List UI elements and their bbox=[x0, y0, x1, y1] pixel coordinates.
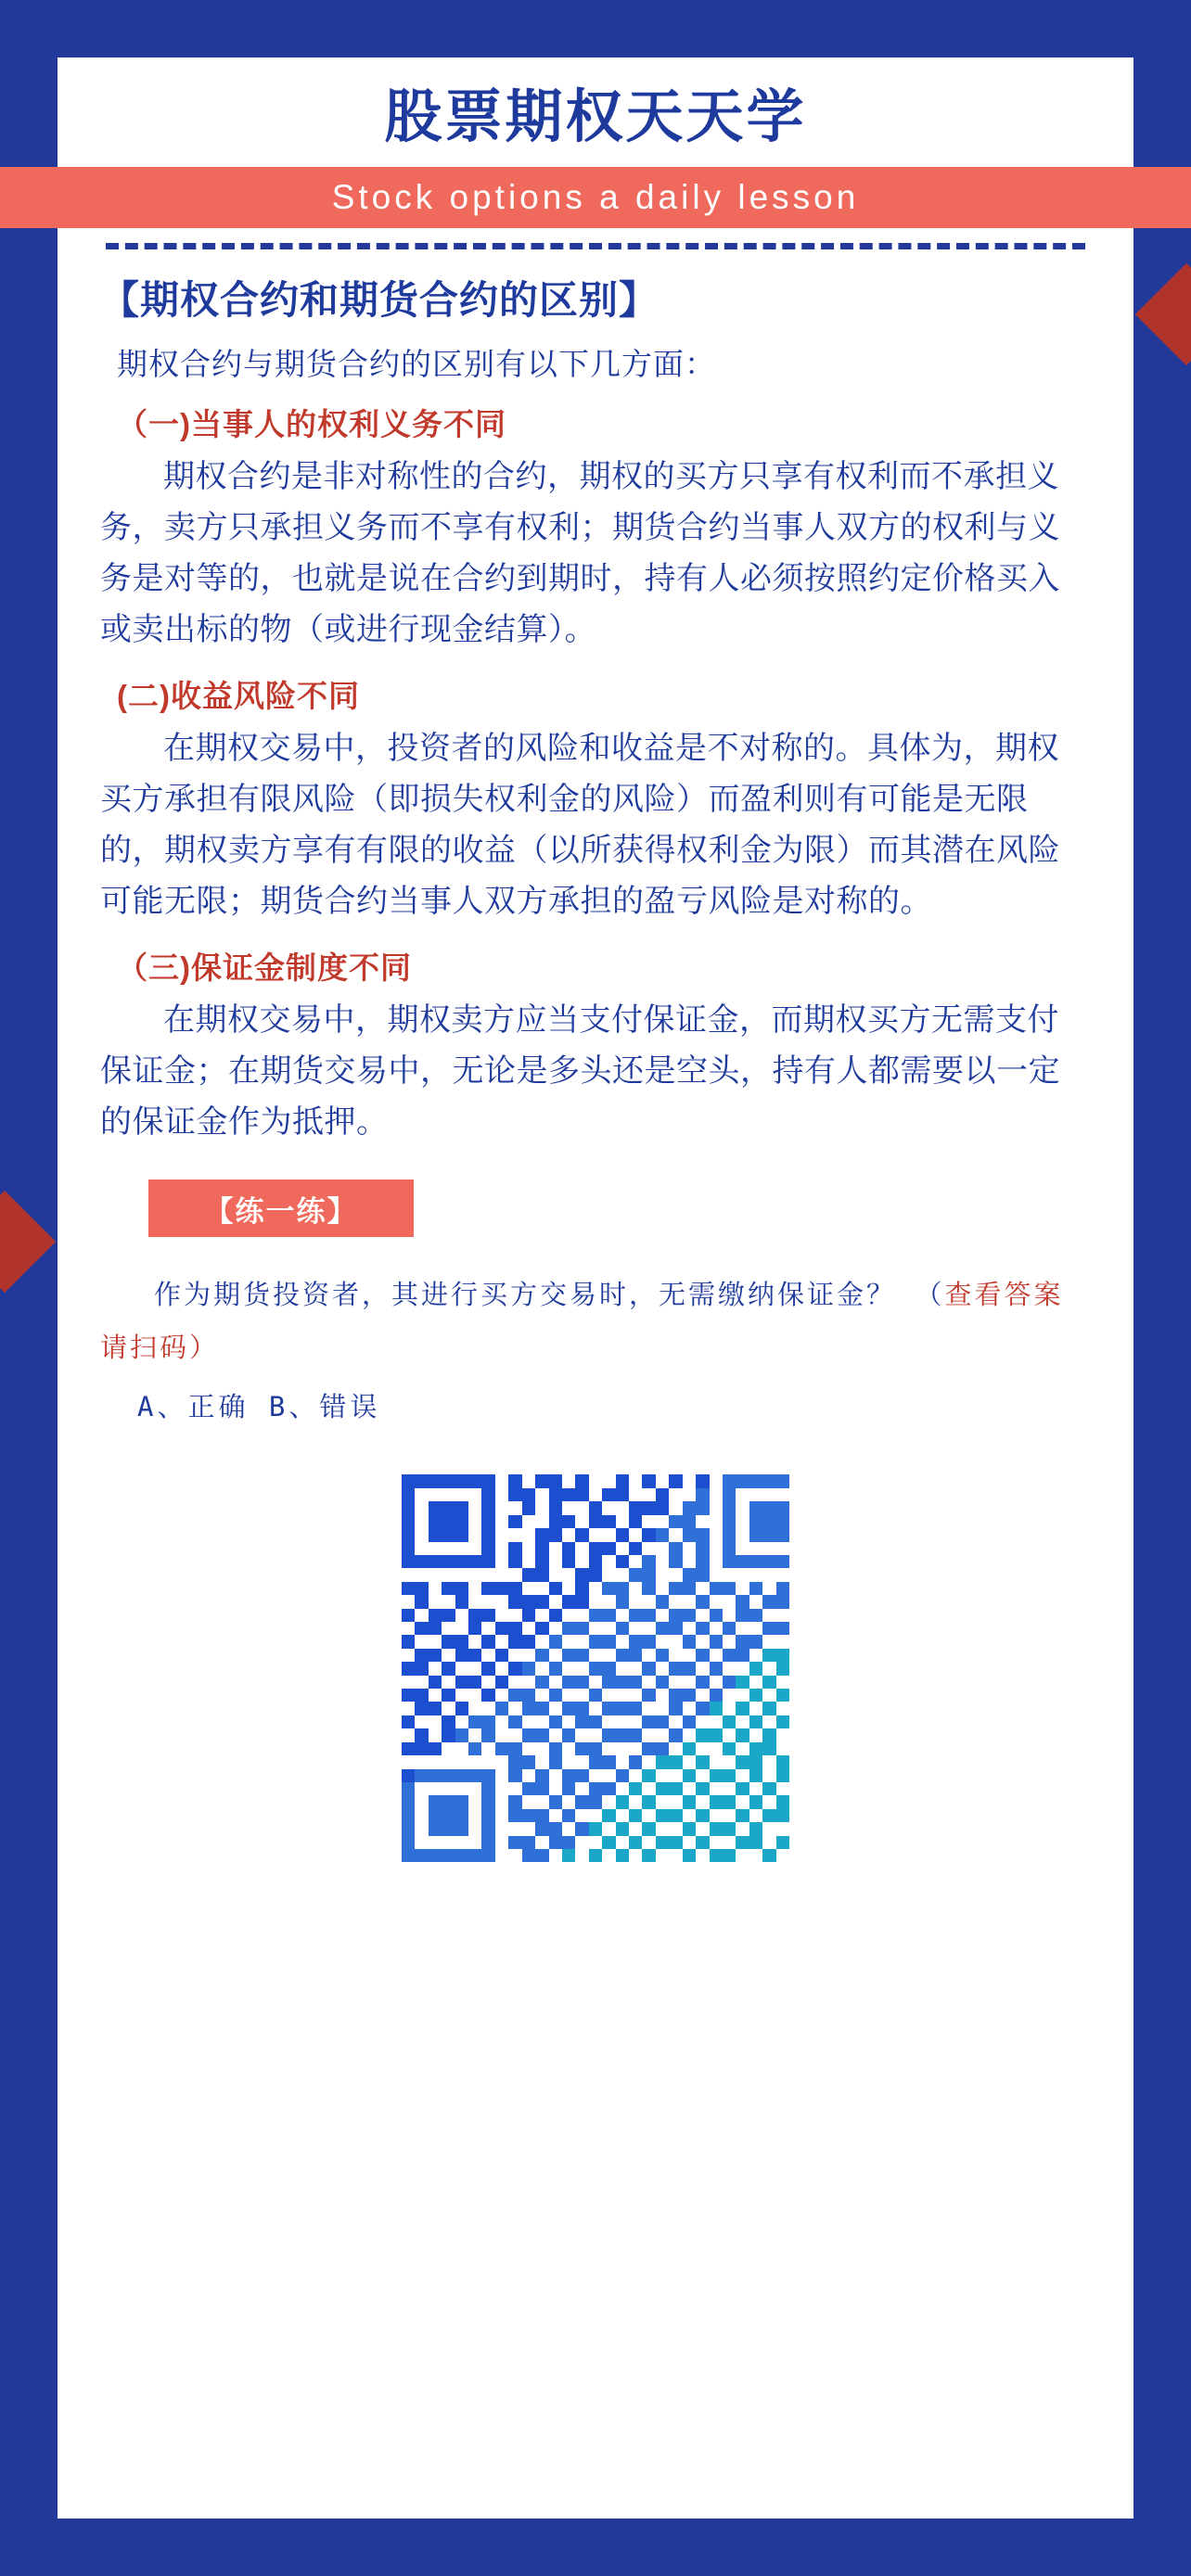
qr-code-container[interactable] bbox=[100, 1474, 1091, 1862]
subsection-heading-3: （三)保证金制度不同 bbox=[117, 950, 412, 986]
subsection-body-2: 在期权交易中，投资者的风险和收益是不对称的。具体为，期权买方承担有限风险（即损失权利金的风险）而盈利则有可能是无限的，期权卖方享有有限的收益（以所获得权利金为限）而其潜在风险可能无限；期货合约当事人双方承担的盈亏风险是对称的。 bbox=[100, 730, 1060, 920]
article-lead: 期权合约与期货合约的区别有以下几方面： bbox=[117, 346, 716, 381]
qr-code[interactable] bbox=[402, 1474, 789, 1862]
decorative-diamond-left bbox=[0, 1191, 56, 1293]
quiz-question-line3: ） bbox=[189, 1331, 220, 1363]
practice-banner bbox=[148, 1180, 414, 1237]
dashed-divider bbox=[106, 243, 1085, 249]
subsection-body-3: 在期权交易中，期权卖方应当支付保证金，而期权买方无需支付保证金；在期货交易中，无论是多头还是空头，持有人都需要以一定的保证金作为抵押。 bbox=[100, 1002, 1060, 1141]
subsection-body-1: 期权合约是非对称性的合约，期权的买方只享有权利而不承担义务，卖方只承担义务而不享有权利；期货合约当事人双方的权利与义务是对等的，也就是说在合约到期时，持有人必须按照约定价格买入或卖出标的物（或进行现金结算）。 bbox=[100, 458, 1060, 647]
quiz-options: A、正确 B、错误 bbox=[137, 1391, 381, 1423]
quiz-question-line2: 证金？ （ bbox=[807, 1279, 945, 1311]
subsection-heading-2: (二)收益风险不同 bbox=[117, 678, 360, 713]
article-body bbox=[58, 270, 1133, 1863]
subtitle-banner bbox=[0, 167, 1191, 228]
decorative-diamond-right bbox=[1135, 263, 1191, 365]
content-card bbox=[58, 57, 1133, 2519]
quiz-question bbox=[100, 1269, 1091, 1373]
quiz-answer-hint: 查看答案请扫码 bbox=[100, 1279, 1064, 1363]
section-title: 【期权合约和期货合约的区别】 bbox=[100, 277, 660, 322]
subtitle-text: Stock options a daily lesson bbox=[331, 178, 860, 216]
practice-banner-label: 【练一练】 bbox=[204, 1194, 358, 1228]
subsection-heading-1: （一)当事人的权利义务不同 bbox=[117, 406, 506, 441]
page-title: 股票期权天天学 bbox=[384, 85, 807, 149]
quiz-question-line1: 作为期货投资者，其进行买方交易时，无需缴纳保 bbox=[154, 1279, 808, 1311]
